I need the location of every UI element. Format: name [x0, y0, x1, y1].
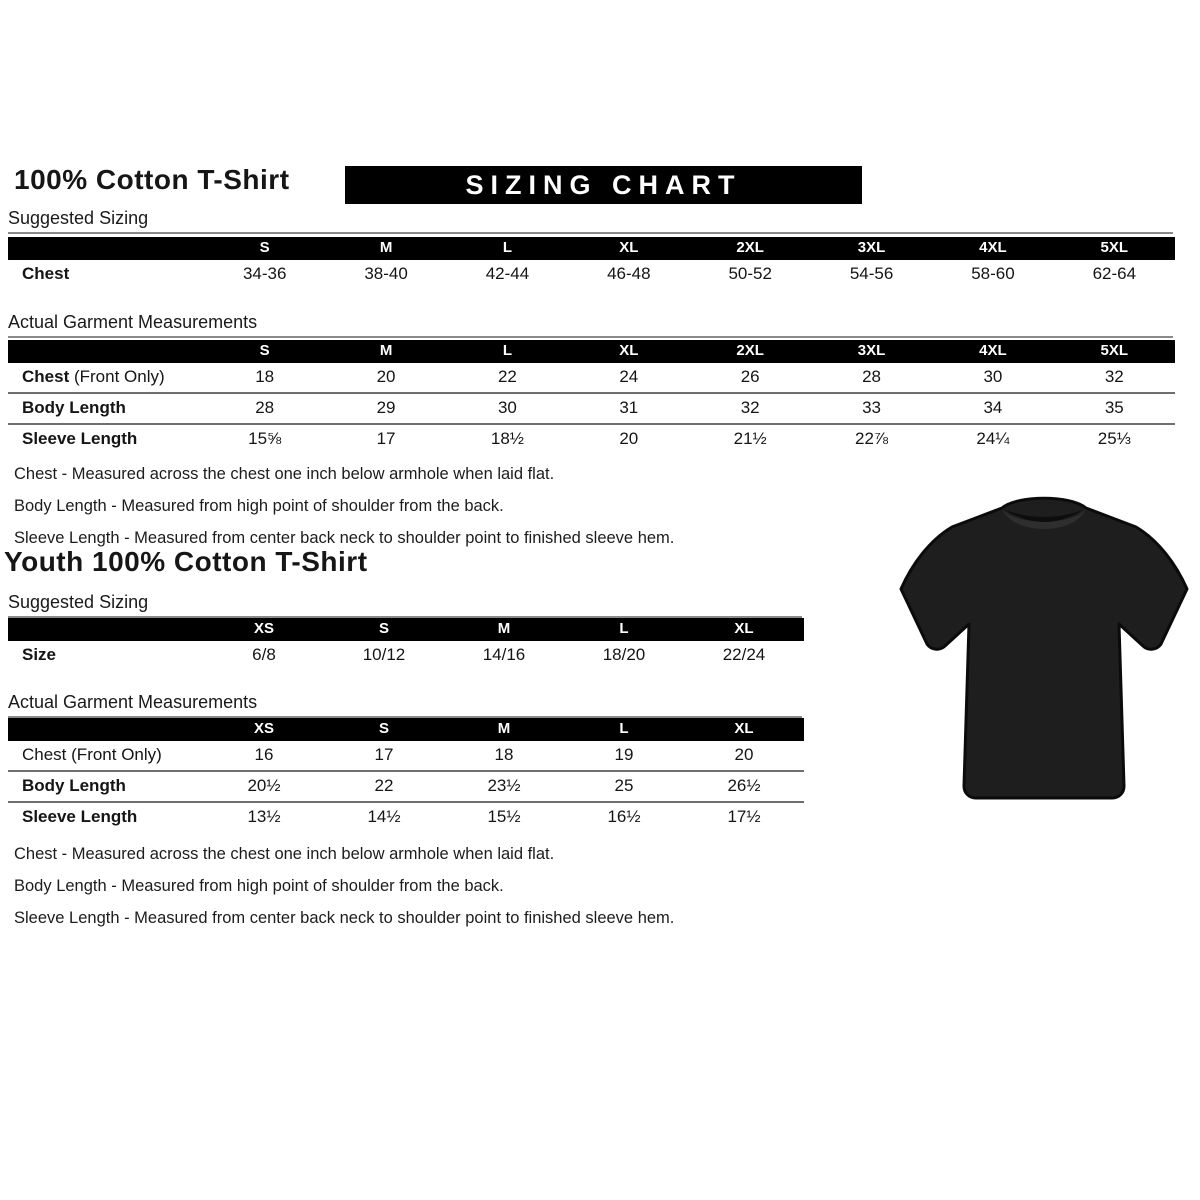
size-value-cell: 17½ [684, 802, 804, 832]
size-col-header: M [325, 340, 446, 363]
size-col-header: 4XL [932, 237, 1053, 260]
size-col-header: 3XL [811, 340, 932, 363]
size-col-header: S [324, 618, 444, 641]
table-row-sleeve-length [8, 802, 804, 832]
measurement-note: Sleeve Length - Measured from center back neck to shoulder point to finished sleeve hem. [14, 909, 675, 927]
size-value-cell: 42-44 [485, 264, 530, 283]
row-label: Chest (Front Only) [22, 367, 165, 386]
table-header-row [8, 718, 804, 741]
table-row-chest [8, 363, 1175, 393]
size-col-header: 4XL [932, 340, 1053, 363]
table-row [8, 260, 1175, 289]
size-value-cell: 35 [1054, 393, 1175, 424]
size-value-cell: 29 [325, 393, 446, 424]
youth-actual-measurements-table [8, 718, 804, 832]
label-col-header [8, 340, 204, 363]
label-col-header [8, 718, 204, 741]
size-col-header: XL [568, 237, 689, 260]
size-col-header: XS [204, 718, 324, 741]
sizing-chart-banner: SIZING CHART [345, 166, 862, 204]
size-value-cell: 34 [932, 393, 1053, 424]
size-value-cell: 13½ [204, 802, 324, 832]
size-value-cell: 18 [255, 367, 275, 386]
size-value-cell: 25⅓ [1054, 424, 1175, 454]
size-col-header: M [444, 618, 564, 641]
size-value-cell: 17 [325, 424, 446, 454]
size-value-cell: 32 [1104, 367, 1124, 386]
size-value-cell: 28 [862, 367, 882, 386]
size-value-cell: 33 [811, 393, 932, 424]
row-label: Chest (Front Only) [22, 745, 162, 764]
measurement-note: Chest - Measured across the chest one inch below armhole when laid flat. [14, 465, 555, 483]
table-header-row [8, 237, 1175, 260]
size-value-cell: 14½ [324, 802, 444, 832]
size-col-header: 2XL [690, 237, 811, 260]
size-col-header: 2XL [690, 340, 811, 363]
adult-actual-measurements-table [8, 340, 1175, 454]
size-col-header: 3XL [811, 237, 932, 260]
size-value-cell: 22⅞ [811, 424, 932, 454]
size-col-header: L [447, 237, 568, 260]
table-row-chest [8, 741, 804, 771]
label-col-header [8, 237, 204, 260]
size-value-cell: 46-48 [607, 264, 651, 283]
table-header-row [8, 618, 804, 641]
size-col-header: M [444, 718, 564, 741]
row-label: Size [22, 645, 57, 664]
size-value-cell: 32 [690, 393, 811, 424]
size-value-cell: 24 [619, 367, 639, 386]
size-value-cell: 58-60 [971, 264, 1015, 283]
tshirt-icon [893, 486, 1195, 812]
size-value-cell: 19 [614, 745, 634, 764]
row-label: Sleeve Length [8, 424, 204, 454]
size-value-cell: 20 [376, 367, 396, 386]
table-row-size [8, 641, 804, 670]
size-value-cell: 28 [204, 393, 325, 424]
size-value-cell: 6/8 [252, 645, 276, 664]
size-value-cell: 17 [374, 745, 394, 764]
size-value-cell: 30 [447, 393, 568, 424]
size-col-header: XS [204, 618, 324, 641]
youth-section-title: Youth 100% Cotton T-Shirt [4, 546, 368, 577]
size-value-cell: 15½ [444, 802, 564, 832]
size-col-header: L [447, 340, 568, 363]
youth-actual-section-label: Actual Garment Measurements [8, 692, 802, 718]
table-row-body-length [8, 393, 1175, 424]
size-col-header: 5XL [1054, 340, 1175, 363]
measurement-note: Body Length - Measured from high point of shoulder from the back. [14, 877, 504, 895]
size-col-header: S [204, 237, 325, 260]
youth-measurement-notes [14, 838, 674, 934]
size-col-header: 5XL [1054, 237, 1175, 260]
size-col-header: S [324, 718, 444, 741]
table-header-row [8, 340, 1175, 363]
size-value-cell: 54-56 [849, 264, 894, 283]
size-value-cell: 16½ [564, 802, 684, 832]
adult-suggested-sizing-table [8, 237, 1175, 289]
size-value-cell: 10/12 [362, 645, 406, 664]
size-value-cell: 24¼ [932, 424, 1053, 454]
row-label: Chest [22, 264, 70, 283]
black-tshirt-photo [893, 486, 1195, 812]
size-value-cell: 30 [983, 367, 1003, 386]
adult-suggested-section-label: Suggested Sizing [8, 208, 1173, 234]
row-label: Body Length [8, 393, 204, 424]
measurement-note: Sleeve Length - Measured from center back neck to shoulder point to finished sleeve hem. [14, 529, 675, 547]
size-value-cell: 62-64 [1092, 264, 1137, 283]
table-row-body-length [8, 771, 804, 802]
size-value-cell: 31 [568, 393, 689, 424]
size-value-cell: 18½ [447, 424, 568, 454]
size-value-cell: 22/24 [722, 645, 766, 664]
size-value-cell: 20½ [204, 771, 324, 802]
size-value-cell: 20 [734, 745, 754, 764]
size-col-header: L [564, 718, 684, 741]
adult-measurement-notes [14, 458, 674, 554]
size-value-cell: 23½ [444, 771, 564, 802]
row-label: Body Length [8, 771, 204, 802]
size-value-cell: 14/16 [482, 645, 526, 664]
size-col-header: M [325, 237, 446, 260]
row-label: Sleeve Length [8, 802, 204, 832]
youth-suggested-section-label: Suggested Sizing [8, 592, 802, 618]
size-value-cell: 50-52 [728, 264, 772, 283]
size-col-header: L [564, 618, 684, 641]
table-row-sleeve-length [8, 424, 1175, 454]
size-col-header: XL [684, 718, 804, 741]
size-value-cell: 16 [254, 745, 274, 764]
size-value-cell: 25 [564, 771, 684, 802]
measurement-note: Chest - Measured across the chest one inch below armhole when laid flat. [14, 845, 555, 863]
size-value-cell: 18 [494, 745, 514, 764]
adult-actual-section-label: Actual Garment Measurements [8, 312, 1173, 338]
youth-suggested-sizing-table [8, 618, 804, 670]
measurement-note: Body Length - Measured from high point of shoulder from the back. [14, 497, 504, 515]
size-value-cell: 26 [740, 367, 760, 386]
size-value-cell: 26½ [684, 771, 804, 802]
size-value-cell: 15⅝ [204, 424, 325, 454]
size-value-cell: 22 [324, 771, 444, 802]
size-value-cell: 22 [497, 367, 517, 386]
size-value-cell: 21½ [690, 424, 811, 454]
size-value-cell: 20 [568, 424, 689, 454]
size-col-header: XL [684, 618, 804, 641]
size-value-cell: 34-36 [242, 264, 287, 283]
size-value-cell: 38-40 [364, 264, 408, 283]
size-col-header: S [204, 340, 325, 363]
page-title: 100% Cotton T-Shirt [14, 164, 290, 195]
size-col-header: XL [568, 340, 689, 363]
size-value-cell: 18/20 [602, 645, 646, 664]
label-col-header [8, 618, 204, 641]
